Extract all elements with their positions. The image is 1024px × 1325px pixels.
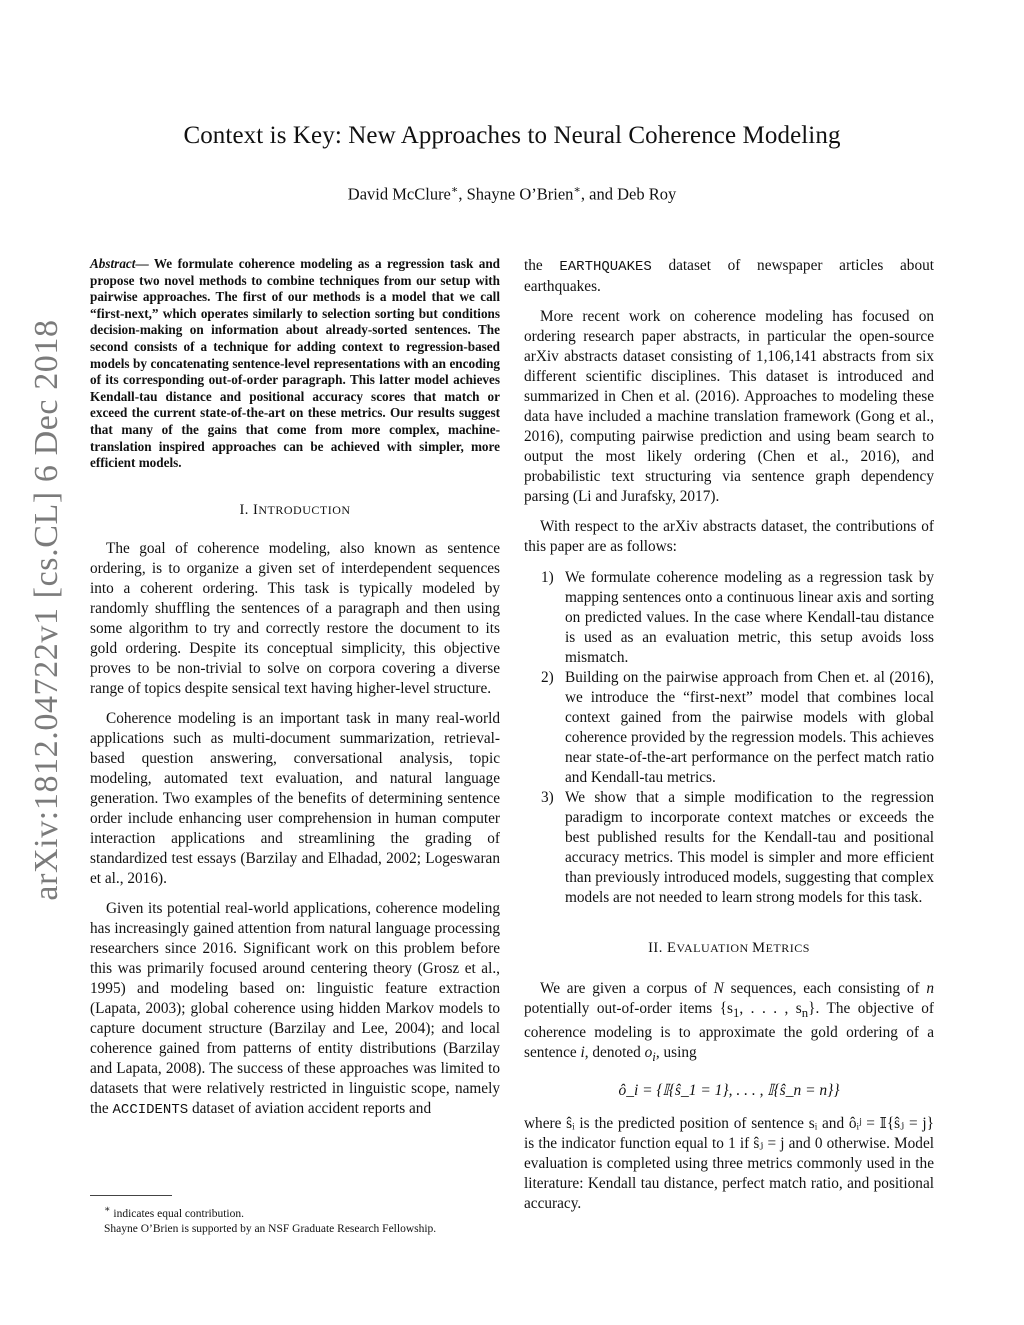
author-obrien: Shayne O’Brien [466, 184, 574, 204]
contribution-item: 2) Building on the pairwise approach from Chen et. al (2016), we introduce the “first-next” model that combines local context gained from the pairwise models with global coherence provided by the regression models. This achieves near state-of-the-art performance on the perfect match ratio and Kendall-tau metrics. [541, 669, 934, 786]
footnotes [90, 1202, 510, 1237]
arxiv-identifier-stamp: arXiv:1812.04722v1 [cs.CL] 6 Dec 2018 [28, 319, 65, 901]
equation-ordering-vector: ô_i = {𝕀{ŝ_1 = 1}, . . . , 𝕀{ŝ_n = n}} [618, 1082, 840, 1100]
footnote-rule [90, 1195, 172, 1196]
abstract-text: We formulate coherence modeling as a regression task and propose two novel methods to combine techniques from our setup with pairwise approaches. The first of our methods is a model that we call “first-next,” which operates similarly to selection sorting but conditions decision-making on information about already-sorted sentences. The second consists of a technique for adding context to regression-based models by concatenating sentence-level representations with an encoding of its corresponding out-of-order paragraph. This latter model achieves Kendall-tau distance and positional accuracy scores that match or exceed the current state-of-the-art on these metrics. Our results suggest that many of the gains that come from more complex, machine-translation inspired approaches can be achieved with simpler, more efficient models. [90, 256, 500, 471]
dataset-name-accidents: ACCIDENTS [112, 1101, 189, 1118]
contribution-item: 1) We formulate coherence modeling as a regression task by mapping sentences onto a continuous linear axis and sorting on predicted values. In the case where Kendall-tau distance is used as an evaluation metric, this setup avoids loss mismatch. [541, 569, 934, 666]
abstract-label: Abstract [90, 256, 136, 271]
equal-contribution-mark: ∗ [573, 184, 581, 196]
intro-paragraph-3: Given its potential real-world applications, coherence modeling has increasingly gained attention from natural language processing researchers since 2016. Significant work on this problem before this was primarily focused around centering theory (Grosz et al., 1995) and modeling based on: linguistic feature extraction (Lapata, 2003); global coherence using hidden Markov models to capture document structure (Barzilay and Lee, 2004); and local coherence gained from patterns of entity distributions (Barzilay and Lapata, 2008). The success of these approaches was limited to datasets that were relatively restricted in linguistic scope, namely the ACCIDENTS dataset of aviation accident reports and [90, 899, 500, 1118]
contribution-item: 3) We show that a simple modification to the regression paradigm to incorporate context matches or exceeds the best published results for the Kendall-tau and positional accuracy metrics. This model is simpler and more efficient than previously introduced models, suggesting that complex models are not needed to learn strong models for this task. [541, 789, 934, 906]
footnote-funding: Shayne O’Brien is supported by an NSF Graduate Research Fellowship. [104, 1222, 437, 1235]
dataset-name-earthquakes: EARTHQUAKES [559, 259, 652, 275]
paper-title: Context is Key: New Approaches to Neural Coherence Modeling [183, 122, 841, 149]
author-mcclure: David McClure [347, 184, 451, 204]
metrics-paragraph-1: We are given a corpus of N sequences, each consisting of n potentially out-of-order items {$s_1$, . . . , $s_n$}. The objective of coherence modeling is to approximate the gold ordering of a sentence i, denoted $o_i$, using [524, 980, 935, 1065]
section-heading-introduction: I. INTRODUCTION [239, 501, 351, 518]
intro-paragraph-3-continued: the EARTHQUAKES dataset of newspaper articles about earthquakes. [524, 257, 934, 295]
intro-paragraph-2: Coherence modeling is an important task in many real-world applications such as multi-document summarization, retrieval-based question answering, conversational analysis, topic modeling, automated text evaluation, and natural language generation. Two examples of the benefits of determining sentence order include enhancing user comprehension in human computer interaction applications and streamlining the grading of standardized test essays (Barzilay and Elhadad, 2002; Logeswaran et al., 2016). [90, 709, 500, 887]
author-roy: Deb Roy [617, 184, 677, 204]
intro-paragraph-1: The goal of coherence modeling, also known as sentence ordering, is to organize a given set of interdependent sequences into a coherent ordering. This task is typically modeled by randomly shuffling the sentences of a paragraph and then using some algorithm to try and correctly restore the document to its gold ordering. Despite its conceptual simplicity, this objective proves to be non-trivial to solve on corpora covering a diverse range of topics despite sensical text having higher-level structure. [90, 539, 500, 697]
left-column [90, 256, 500, 1120]
contribution-list [524, 568, 934, 908]
intro-paragraph-5: With respect to the arXiv abstracts dataset, the contributions of this paper are as follows: [524, 518, 934, 555]
abstract: Abstract— We formulate coherence modeling as a regression task and propose two novel methods to combine techniques from our setup with pairwise approaches. The first of our methods is a model that we call “first-next,” which operates similarly to selection sorting but conditions decision-making on information about already-sorted sentences. The second consists of a technique for adding context to regression-based models by concatenating sentence-level representations with an encoding of its corresponding out-of-order paragraph. This latter model achieves Kendall-tau distance and positional accuracy scores that match or exceed the current state-of-the-art on these metrics. Our results suggest that many of the gains that come from more complex, machine-translation inspired approaches can be achieved with simpler, more efficient models. [90, 256, 500, 471]
equal-contribution-mark: ∗ [450, 184, 459, 196]
intro-paragraph-4: More recent work on coherence modeling has focused on ordering research paper abstracts, in particular the open-source arXiv abstracts dataset consisting of 1,106,141 abstracts from six different scientific disciplines. This dataset is introduced and summarized in Chen et al. (2016). Approaches to modeling these data have included a machine translation framework (Gong et al., 2016), computing pairwise prediction and using beam search to output the most likely ordering (Chen et al., 2016), and probabilistic text structuring via sentence graph dependency parsing (Li and Jurafsky, 2017). [524, 308, 934, 505]
footnote-equal-contribution: ∗ indicates equal contribution. [104, 1204, 245, 1220]
author-list: David McClure∗, Shayne O’Brien∗, and Deb Roy [347, 184, 677, 204]
right-column [524, 256, 934, 1214]
section-heading-evaluation-metrics: II. EVALUATION METRICS [648, 940, 810, 956]
metrics-paragraph-2: where ŝᵢ is the predicted position of sentence sᵢ and ôᵢʲ = 𝕀{ŝⱼ = j} is the indicator function equal to 1 if ŝⱼ = j and 0 otherwise. Model evaluation is completed using three metrics commonly used in the literature: Kendall tau distance, perfect match ratio, and positional accuracy. [524, 1115, 934, 1213]
